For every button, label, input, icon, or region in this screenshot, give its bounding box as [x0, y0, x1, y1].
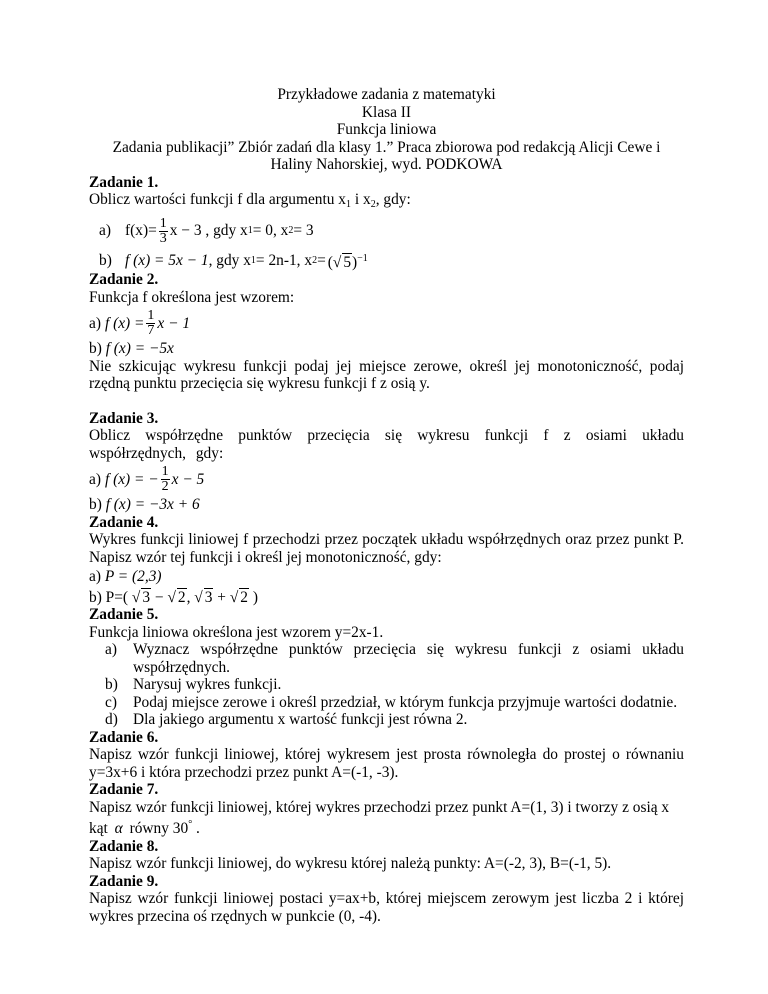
task-1-text: Oblicz wartości funkcji f dla argumentu $x_1$ i $x_2$, gdy:: [89, 191, 411, 210]
task-1-a-pre: f(x)=: [125, 222, 157, 240]
list-item-label: d): [105, 711, 118, 728]
header-line-4: Zadania publikacji” Zbiór zadań dla klasy 1.” Praca zbiorowa pod redakcją Alicji Cewe i: [112, 138, 661, 156]
task-6-text: Napisz wzór funkcji liniowej, której wykresem jest prosta równoległa do prostej o równaniu y=3x+6 i która przechodzi przez punkt A=(-1, -3).: [89, 746, 684, 781]
task-7-text-2: [89, 816, 684, 838]
task-2: [89, 271, 684, 393]
task-3-a-pre: f (x) = −: [104, 470, 159, 488]
task-1-text-b: i x: [351, 191, 371, 208]
task-1-title: Zadanie 1.: [89, 173, 159, 191]
task-3-a: [89, 465, 684, 494]
task-3-a-label: a): [89, 470, 101, 488]
task-5: [89, 606, 684, 729]
task-4-b-end: ): [249, 588, 258, 606]
task-9-text: Napisz wzór funkcji liniowej postaci y=ax+b, której miejscem zerowym jest liczba 2 i której wykres przecina oś rzędnych w punkcie (0, -4).: [89, 890, 684, 925]
task-4-a: [89, 568, 684, 586]
degree-symbol: °: [188, 819, 193, 830]
exponent: −1: [357, 252, 368, 264]
task-3-b-label: b): [89, 496, 102, 513]
task-9: [89, 873, 684, 926]
task-4: [89, 514, 684, 607]
task-1-b-cond2: = 2n-1, x: [255, 251, 313, 269]
list-item-text: Dla jakiego argumentu x wartość funkcji jest równa 2.: [133, 711, 468, 728]
task-7-text3: równy 30: [125, 820, 189, 837]
sqrt-radicand: 2: [177, 588, 186, 606]
task-1-b-cond: , gdy x: [208, 251, 251, 269]
task-8: [89, 838, 684, 873]
list-item-text: Wyznacz współrzędne punktów przecięcia się wykresu funkcji z osiami układu współrzędnych.: [133, 641, 684, 676]
task-2-b: [89, 340, 684, 358]
task-4-a-expr: P = (2,3): [104, 568, 162, 585]
task-6-title: Zadanie 6.: [89, 728, 159, 746]
task-2-b-expr: f (x) = −5x: [105, 340, 174, 357]
sqrt-radicand: 3: [204, 588, 213, 606]
sqrt-radicand: 5: [343, 253, 352, 271]
task-4-a-label: a): [89, 568, 101, 585]
list-item-label: a): [105, 641, 117, 658]
task-2-a: [89, 309, 684, 338]
task-8-title: Zadanie 8.: [89, 837, 159, 855]
alpha-symbol: α: [114, 820, 123, 837]
task-1-a-fraction: [159, 217, 168, 246]
task-6: [89, 729, 684, 782]
list-item: [95, 694, 684, 712]
task-3-a-post: x − 5: [171, 470, 205, 488]
task-4-text: Wykres funkcji liniowej f przechodzi przez początek układu współrzędnych oraz przez punkt P. Napisz wzór tej funkcji i określ jej monotoniczność, gdy:: [89, 531, 684, 566]
task-2-a-pre: f (x) =: [104, 314, 145, 332]
list-item-text: Narysuj wykres funkcji.: [133, 676, 282, 693]
task-4-b-label: b) P=(: [89, 588, 129, 606]
sqrt-radicand: 2: [240, 588, 248, 606]
task-1-a-cond2: = 3: [293, 222, 314, 240]
fraction-denominator: 2: [161, 479, 169, 494]
task-1-a: a) f(x)= $\frac{1}{3}$ x − 3 , gdy x 1 = 0, x 2 = 3: [99, 215, 314, 246]
task-1-text-a: Oblicz wartości funkcji f dla argumentu x: [89, 191, 347, 208]
task-1-a-cond1: = 0, x: [252, 222, 289, 240]
list-item: [95, 711, 684, 729]
task-3-b: [89, 496, 684, 514]
header-line-5: Haliny Nahorskiej, wyd. PODKOWA: [270, 156, 503, 173]
task-2-title: Zadanie 2.: [89, 271, 159, 288]
task-3-a-fraction: [161, 465, 170, 494]
operator: +: [213, 588, 230, 606]
operator: −: [151, 588, 168, 606]
task-7: [89, 781, 684, 838]
fraction-denominator: 3: [159, 230, 167, 246]
task-1: [89, 174, 684, 272]
task-3-b-expr: f (x) = −3x + 6: [105, 496, 200, 513]
task-1-b-cond3: =: [317, 251, 326, 269]
list-item-label: b): [105, 676, 118, 693]
sqrt-radicand: 3: [142, 588, 151, 606]
list-item-text: Podaj miejsce zerowe i określ przedział, w którym funkcja przyjmuje wartości dodatnie.: [133, 693, 678, 711]
fraction-numerator: 1: [159, 215, 167, 231]
task-1-b: b) f (x) = 5x − 1 , gdy x 1 = 2n-1, x 2 = (√ 5)$^{-1}$: [99, 251, 368, 271]
task-2-a-post: x − 1: [157, 314, 191, 332]
task-7-text2: kąt: [89, 820, 108, 837]
task-7-text: Napisz wzór funkcji liniowej, której wykres przechodzi przez punkt A=(1, 3) i tworzy z osią x: [89, 798, 670, 816]
task-1-b-expr: f (x) = 5x − 1: [125, 251, 209, 269]
task-9-title: Zadanie 9.: [89, 872, 159, 890]
header-line-1: Przykładowe zadania z matematyki: [277, 86, 496, 103]
task-3-text: Oblicz współrzędne punktów przecięcia się wykresu funkcji f z osiami układu współrzędnych, gdy:: [89, 427, 684, 462]
document-page: [89, 86, 684, 925]
separator: ,: [186, 588, 191, 606]
list-item-label: c): [105, 693, 117, 711]
task-3-title: Zadanie 3.: [89, 409, 159, 427]
task-3: [89, 410, 684, 514]
header-line-2: Klasa II: [361, 103, 412, 121]
header: [89, 86, 684, 174]
task-1-text-c: , gdy:: [375, 191, 411, 208]
task-4-title: Zadanie 4.: [89, 513, 159, 531]
task-1-b-label: b): [99, 251, 112, 269]
fraction-numerator: 1: [161, 464, 169, 479]
task-1-a-post: x − 3 , gdy x: [169, 222, 248, 240]
list-item: [95, 641, 684, 676]
task-1-b-power: (√ 5)$^{-1}$: [327, 252, 368, 271]
fraction-numerator: 1: [147, 308, 155, 323]
task-8-text: Napisz wzór funkcji liniowej, do wykresu której należą punkty: A=(-2, 3), B=(-1, 5).: [89, 855, 612, 872]
task-2-a-fraction: [146, 309, 155, 338]
task-5-title: Zadanie 5.: [89, 606, 159, 623]
task-2-paragraph: Nie szkicując wykresu funkcji podaj jej miejsce zerowe, określ jej monotoniczność, podaj rzędną punktu przecięcia się wykresu funkcji f z osią y.: [89, 357, 684, 392]
task-2-text: Funkcja f określona jest wzorem:: [89, 288, 295, 306]
task-2-a-label: a): [89, 314, 101, 332]
list-item: [95, 676, 684, 694]
task-5-list: [89, 641, 684, 729]
task-7-text4: .: [192, 820, 200, 837]
header-line-3: Funkcja liniowa: [336, 121, 437, 138]
task-7-title: Zadanie 7.: [89, 781, 159, 798]
fraction-denominator: 7: [147, 323, 155, 338]
task-4-b: b) P=( √ 3 − √ 2, √ 3 + √ 2 ): [89, 588, 258, 606]
task-1-a-label: a): [99, 222, 111, 240]
task-5-text: Funkcja liniowa określona jest wzorem y=2x-1.: [89, 623, 384, 641]
task-2-b-label: b): [89, 340, 102, 357]
